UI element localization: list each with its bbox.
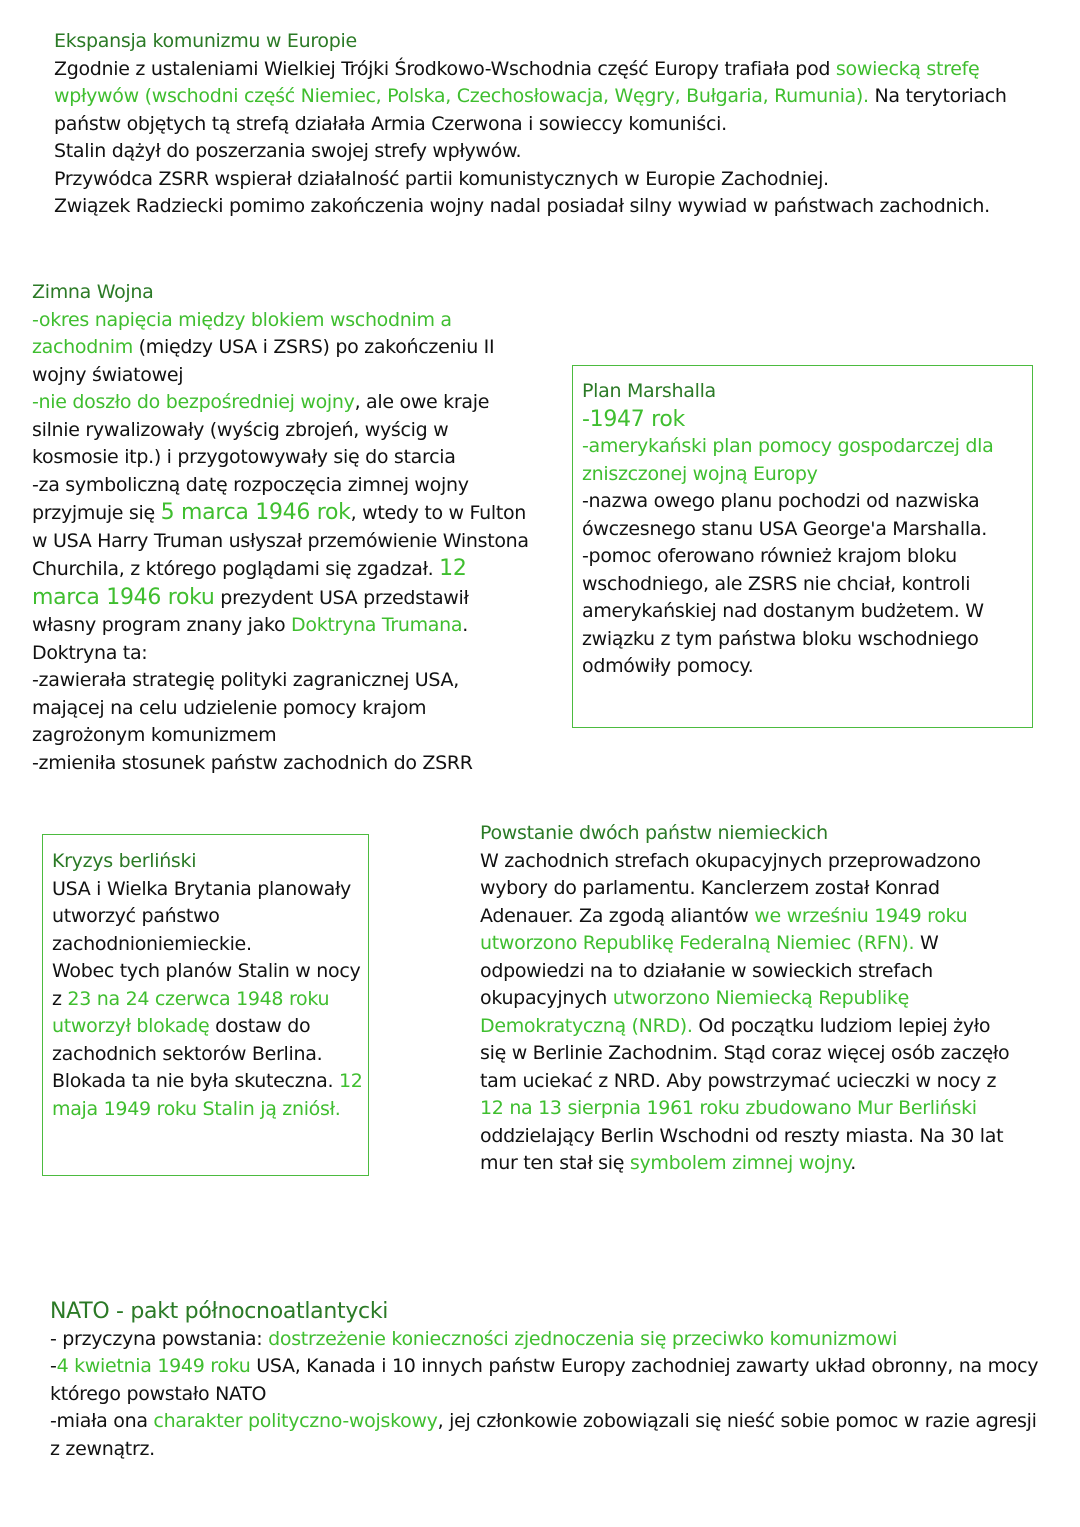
- highlight-span: utworzono Niemiecką Republikę Demokratyczną (NRD).: [480, 987, 909, 1037]
- text-span: Od początku ludziom lepiej żyło się w Berlinie Zachodnim. Stąd coraz więcej osób zaczęło tam uciekać z NRD. Aby powstrzymać ucieczki w nocy z: [480, 1014, 1010, 1092]
- text-span: -miała ona: [50, 1410, 154, 1432]
- highlight-span: -okres napięcia między blokiem wschodnim a zachodnim: [32, 308, 452, 358]
- nato-point-1: [50, 1326, 1040, 1354]
- text-span: Wobec tych planów Stalin w nocy z: [52, 960, 361, 1010]
- highlight-span: 4 kwietnia 1949 roku: [56, 1355, 251, 1377]
- expansion-paragraph-1: [54, 56, 1044, 139]
- section-marshall: [582, 378, 1022, 681]
- nato-point-3: [50, 1408, 1040, 1463]
- highlight-span: 12 maja 1949 roku Stalin ją zniósł.: [52, 1070, 363, 1120]
- text-span: W zachodnich strefach okupacyjnych przeprowadzono wybory do parlamentu. Kanclerzem został Konrad Adenauer. Za zgodą aliantów: [480, 849, 981, 927]
- cold-war-point-3: [32, 472, 537, 640]
- berlin-crisis-paragraph-1: USA i Wielka Brytania planowały utworzyć państwo zachodnioniemieckie.: [52, 877, 352, 955]
- section-cold-war: [32, 279, 537, 777]
- marshall-year: -1947 rok: [582, 406, 685, 432]
- marshall-aid: -pomoc oferowano również krajom bloku wschodniego, ale ZSRS nie chciał, kontroli amerykańskiej nad dostanym budżetem. W związku z tym państwa bloku wschodniego odmówiły pomocy.: [582, 545, 984, 677]
- highlight-span: Doktryna Trumana: [291, 614, 463, 636]
- marshall-title: Plan Marshalla: [582, 380, 716, 402]
- text-span: dostaw do zachodnich sektorów Berlina.: [52, 1015, 323, 1065]
- text-span: -: [50, 1355, 57, 1377]
- text-span: , ale owe kraje silnie rywalizowały (wyścig zbrojeń, wyścig w kosmosie itp.) i przygotowywały się do starcia: [32, 391, 490, 468]
- text-span: .: [850, 1152, 857, 1174]
- expansion-paragraph-2: Stalin dążył do poszerzania swojej strefy wpływów.: [54, 140, 522, 162]
- section-two-german-states: [480, 820, 1010, 1178]
- highlight-span: 5 marca 1946 rok: [160, 500, 351, 525]
- marshall-name-origin: -nazwa owego planu pochodzi od nazwiska ówczesnego stanu USA George'a Marshalla.: [582, 490, 987, 540]
- text-span: prezydent USA przedstawił własny program znany jako: [32, 586, 469, 636]
- expansion-paragraph-3: Przywódca ZSRR wspierał działalność partii komunistycznych w Europie Zachodniej.: [54, 167, 829, 190]
- section-nato: [50, 1298, 1040, 1463]
- text-span: -za symboliczną datę rozpoczęcia zimnej wojny przyjmuje się: [32, 473, 469, 524]
- section-expansion: [54, 28, 1044, 221]
- text-span: - przyczyna powstania:: [50, 1327, 269, 1350]
- highlight-span: symbolem zimnej wojny: [629, 1152, 851, 1174]
- berlin-crisis-paragraph-2: [52, 958, 364, 1068]
- nato-title: NATO - pakt północnoatlantycki: [50, 1299, 389, 1324]
- cold-war-title: Zimna Wojna: [32, 281, 154, 303]
- nato-point-2: [50, 1353, 1040, 1408]
- cold-war-point-4: Doktryna ta:: [32, 641, 148, 664]
- highlight-span: 12 na 13 sierpnia 1961 roku zbudowano Mur Berliński: [480, 1097, 977, 1119]
- highlight-span: -nie doszło do bezpośredniej wojny: [32, 391, 355, 413]
- text-span: .: [462, 614, 468, 636]
- cold-war-point-2: [32, 389, 537, 472]
- text-span: Na terytoriach państw objętych tą strefą działała Armia Czerwona i sowieccy komuniści.: [54, 85, 1007, 135]
- highlight-span: 12 marca 1946 roku: [32, 556, 467, 610]
- cold-war-point-6: -zmieniła stosunek państw zachodnich do ZSRR: [32, 751, 473, 774]
- marshall-description: -amerykański plan pomocy gospodarczej dla zniszczonej wojną Europy: [582, 435, 994, 485]
- text-span: W odpowiedzi na to działanie w sowieckich strefach okupacyjnych: [480, 932, 939, 1009]
- cold-war-point-1: [32, 307, 537, 390]
- berlin-crisis-title: Kryzys berliński: [52, 850, 197, 872]
- section-berlin-crisis: [52, 848, 364, 1123]
- expansion-title: Ekspansja komunizmu w Europie: [54, 30, 357, 52]
- highlight-span: dostrzeżenie konieczności zjednoczenia się przeciwko komunizmowi: [268, 1327, 898, 1350]
- expansion-paragraph-4: Związek Radziecki pomimo zakończenia wojny nadal posiadał silny wywiad w państwach zachodnich.: [54, 195, 990, 217]
- berlin-crisis-paragraph-3: [52, 1068, 364, 1123]
- text-span: , wtedy to w Fulton w USA Harry Truman usłyszał przemówienie Winstona Churchila, z którego poglądami się zgadzał.: [32, 502, 529, 580]
- text-span: Zgodnie z ustaleniami Wielkiej Trójki Środkowo-Wschodnia część Europy trafiała pod: [54, 57, 836, 80]
- cold-war-point-5: -zawierała strategię polityki zagranicznej USA, mającej na celu udzielenie pomocy krajom zagrożonym komunizmem: [32, 669, 459, 746]
- two-states-title: Powstanie dwóch państw niemieckich: [480, 822, 828, 844]
- text-span: Blokada ta nie była skuteczna.: [52, 1070, 339, 1092]
- text-span: , jej członkowie zobowiązali się nieść sobie pomoc w razie agresji z zewnątrz.: [50, 1410, 1037, 1460]
- text-span: (między USA i ZSRS) po zakończeniu II wojny światowej: [32, 336, 495, 386]
- highlight-span: charakter polityczno-wojskowy: [153, 1410, 438, 1432]
- highlight-span: we wrześniu 1949 roku utworzono Republikę Federalną Niemiec (RFN).: [480, 904, 968, 954]
- text-span: USA, Kanada i 10 innych państw Europy zachodniej zawarty układ obronny, na mocy którego powstało NATO: [50, 1355, 1039, 1405]
- text-span: oddzielający Berlin Wschodni od reszty miasta. Na 30 lat mur ten stał się: [480, 1124, 1004, 1174]
- highlight-span: 23 na 24 czerwca 1948 roku utworzył blokadę: [52, 987, 330, 1037]
- two-states-paragraph: [480, 848, 1010, 1178]
- highlight-span: sowiecką strefę wpływów (wschodni część Niemiec, Polska, Czechosłowacja, Węgry, Bułgaria, Rumunia).: [54, 57, 980, 107]
